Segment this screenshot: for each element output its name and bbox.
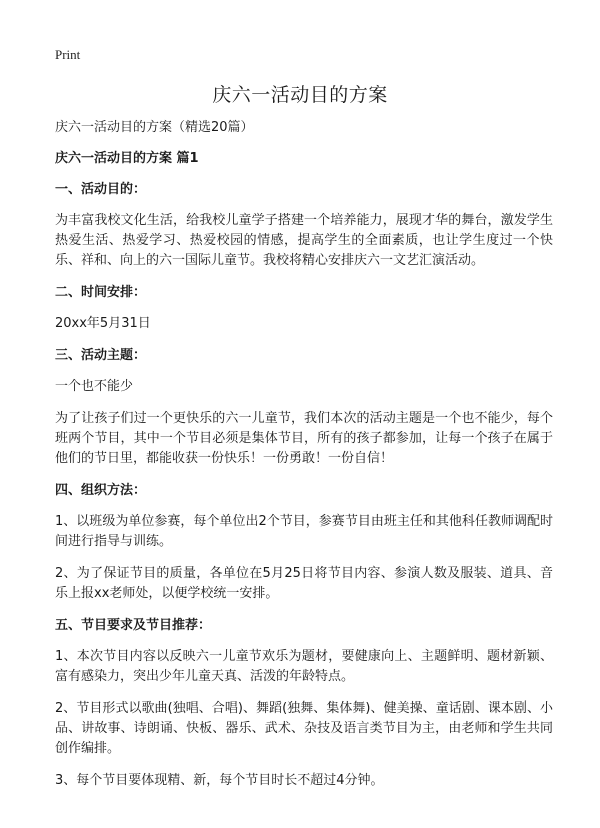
print-link[interactable]: Print bbox=[55, 47, 81, 62]
paragraph-requirements-1: 1、本次节目内容以反映六一儿童节欢乐为题材，要健康向上、主题鲜明、题材新颖、富有感染力，突出少年儿童天真、活泼的年龄特点。 bbox=[55, 649, 553, 684]
document-content bbox=[55, 118, 553, 803]
paragraph-requirements-2: 2、节目形式以歌曲(独唱、合唱)、舞蹈(独舞、集体舞)、健美操、童话剧、课本剧、小品、讲故事、诗朗诵、快板、器乐、武术、杂技及语言类节目为主，由老师和学生共同创作编排。 bbox=[55, 701, 553, 756]
section-heading-purpose: 一、活动目的： bbox=[55, 182, 147, 197]
section-heading-organization: 四、组织方法： bbox=[55, 483, 147, 498]
document-title: 庆六一活动目的方案 bbox=[212, 84, 388, 106]
section-heading-theme: 三、活动主题： bbox=[55, 348, 147, 363]
section-heading-schedule: 二、时间安排： bbox=[55, 285, 147, 300]
document-subtitle: 庆六一活动目的方案（精选20篇） bbox=[55, 120, 254, 135]
paragraph-organization-1: 1、以班级为单位参赛，每个单位出2个节目，参赛节目由班主任和其他科任教师调配时间进行指导与训练。 bbox=[55, 514, 553, 549]
paragraph-purpose: 为丰富我校文化生活，给我校儿童学子搭建一个培养能力，展现才华的舞台，激发学生热爱生活、热爱学习、热爱校园的情感，提高学生的全面素质，也让学生度过一个快乐、祥和、向上的六一国际儿童节。我校将精心安排庆六一文艺汇演活动。 bbox=[55, 213, 553, 268]
paragraph-theme-name: 一个也不能少 bbox=[55, 379, 134, 394]
paragraph-requirements-3: 3、每个节目要体现精、新，每个节目时长不超过4分钟。 bbox=[55, 773, 384, 788]
paragraph-organization-2: 2、为了保证节目的质量，各单位在5月25日将节目内容、参演人数及服装、道具、音乐上报xx老师处，以便学校统一安排。 bbox=[55, 566, 553, 601]
paragraph-schedule-date: 20xx年5月31日 bbox=[55, 316, 151, 331]
paragraph-theme-description: 为了让孩子们过一个更快乐的六一儿童节，我们本次的活动主题是一个也不能少，每个班两个节目，其中一个节目必须是集体节目，所有的孩子都参加，让每一个孩子在属于他们的节日里，都能收获一份快乐！一份勇敢！一份自信！ bbox=[55, 411, 553, 466]
article-heading: 庆六一活动目的方案 篇1 bbox=[55, 151, 199, 166]
section-heading-requirements: 五、节目要求及节目推荐： bbox=[55, 618, 212, 633]
